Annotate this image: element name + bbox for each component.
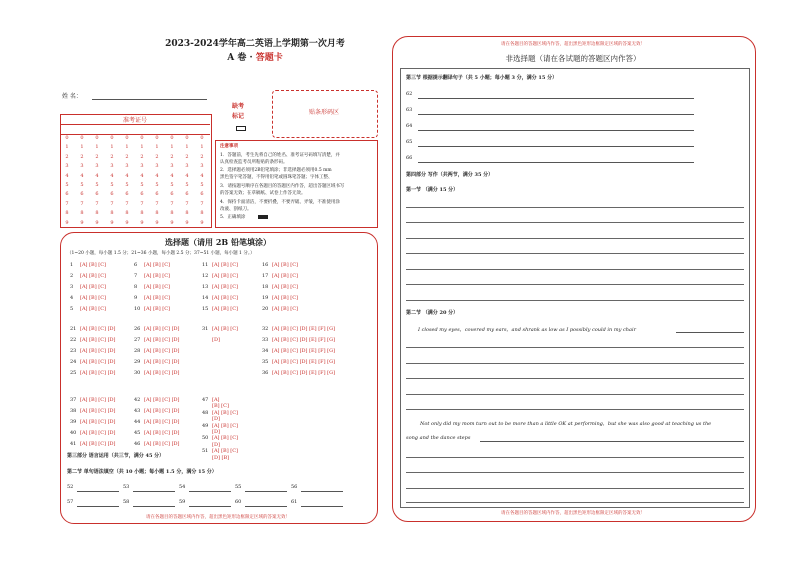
section3-heading: 第三节 根据提示翻译句子（共 5 小题；每小题 3 分，满分 15 分） (406, 75, 558, 81)
notice-line: 黑色签字笔答题，不得用铅笔或圆珠笔答题；字体工整、 (220, 175, 333, 180)
writing-line[interactable] (406, 502, 744, 503)
right-top-warning: 请在各题目的答题区域内作答，超出黑色矩形边框限定区域的答案无效！ (501, 42, 645, 47)
translation-num: 63 (406, 107, 413, 113)
name-field[interactable] (92, 99, 207, 100)
notice-line: 5．正确填涂 (220, 215, 246, 220)
answer-box (400, 68, 750, 508)
choice-group-21-25[interactable]: 21 [A] [B] [C] [D] 22 [A] [B] [C] [D] 23 [A] [B] [C] [D] 24 [A] [B] [C] [D] 25 [A] [B] [C] [D] (70, 326, 116, 376)
digit-column[interactable]: 0 1 2 3 4 5 6 7 8 9 (155, 135, 159, 226)
blank-label: 55 (235, 484, 242, 490)
blank-label: 60 (235, 499, 242, 505)
choice-group-1-5[interactable]: 1 [A] [B] [C] 2 [A] [B] [C] 3 [A] [B] [C] 4 [A] [B] [C] 5 [A] [B] [C] (70, 262, 106, 312)
page-subtitle (130, 50, 380, 63)
choice-title: 选择题（请用 2B 铅笔填涂） (165, 237, 271, 247)
writing-line[interactable] (406, 222, 744, 223)
part3-heading: 第三部分 语言运用（共三节，满分 45 分） (67, 453, 165, 459)
digit-column[interactable]: 0 1 2 3 4 5 6 7 8 9 (110, 135, 114, 226)
blank-label: 58 (123, 499, 130, 505)
blank-line[interactable] (133, 506, 175, 507)
digit-column[interactable]: 0 1 2 3 4 5 6 7 8 9 (80, 135, 84, 226)
writing-line[interactable] (406, 488, 744, 489)
filled-example-mark (258, 215, 268, 219)
continuation-para2: Not only did my mom turn out to be more than a little OK at performing，but she was also good at teaching us the (420, 421, 712, 427)
notice-line: 4．保持卡面清洁，不要折叠，不要弄破、弄皱，不准使用涂 (220, 200, 340, 205)
subtitle-paper: A 卷 · (227, 53, 256, 63)
blank-line[interactable] (245, 506, 287, 507)
absent-label-2: 标记 (232, 113, 245, 120)
blank-label: 56 (291, 484, 298, 490)
writing-line[interactable] (406, 347, 744, 348)
blank-label: 54 (179, 484, 186, 490)
blank-label: 52 (67, 484, 74, 490)
blank-label: 53 (123, 484, 130, 490)
digit-column[interactable]: 0 1 2 3 4 5 6 7 8 9 (140, 135, 144, 226)
translation-line[interactable] (418, 130, 694, 131)
subtitle-card: 答题卡 (255, 53, 283, 63)
writing-section1: 第一节 （满分 15 分） (406, 187, 459, 193)
right-bottom-warning: 请在各题目的答题区域内作答，超出黑色矩形边框限定区域的答案无效！ (501, 511, 645, 516)
choice-group-37-41[interactable]: 37 [A] [B] [C] [D] 38 [A] [B] [C] [D] 39 [A] [B] [C] [D] 40 [A] [B] [C] [D] 41 [A] [B] [C] [D] (70, 397, 116, 447)
writing-line[interactable] (406, 409, 744, 410)
translation-num: 62 (406, 91, 413, 97)
blank-line[interactable] (133, 491, 175, 492)
choice-group-42-46[interactable]: 42 [A] [B] [C] [D] 43 [A] [B] [C] [D] 44 [A] [B] [C] [D] 45 [A] [B] [C] [D] 46 [A] [B] [C] [D] (134, 397, 180, 447)
writing-line[interactable] (406, 394, 744, 395)
writing-line[interactable] (406, 363, 744, 364)
translation-num: 65 (406, 139, 413, 145)
blank-label: 57 (67, 499, 74, 505)
writing-line[interactable] (406, 253, 744, 254)
page-title: 2023-2024学年高二英语上学期第一次月考 (165, 39, 345, 49)
blank-line[interactable] (301, 506, 343, 507)
writing-line[interactable] (406, 238, 744, 239)
left-warning: 请在各题目的答题区域内作答，超出黑色矩形边框限定区域的答案无效！ (146, 515, 290, 520)
choice-group-16-20[interactable]: 16 [A] [B] [C] 17 [A] [B] [C] 18 [A] [B] [C] 19 [A] [B] [C] 20 [A] [B] [C] (262, 262, 298, 312)
writing-line[interactable] (406, 269, 744, 270)
notice-line: 认真检查监考员所粘贴的条形码。 (220, 160, 288, 165)
right-title: 非选择题（请在各试题的答题区内作答） (505, 54, 641, 63)
digit-column[interactable]: 0 1 2 3 4 5 6 7 8 9 (95, 135, 99, 226)
blank-line[interactable] (77, 491, 119, 492)
writing-line[interactable] (406, 207, 744, 208)
digit-column[interactable]: 0 1 2 3 4 5 6 7 8 9 (185, 135, 189, 226)
choice-group-31[interactable]: 31 [A] [B] [C] [D] (202, 326, 238, 343)
part3-section2: 第二节 单句语法填空（共 10 小题；每小题 1.5 分，满分 15 分） (67, 469, 217, 475)
blank-label: 59 (179, 499, 186, 505)
translation-num: 64 (406, 123, 413, 129)
choice-group-47-51[interactable]: 47 [A] [B] [C] 48 [A] [B] [C] [D] 49 [A] [B] [C] [D] 50 [A] [B] [C] [D] 51 [A] [B] [C] [D] [B] (202, 397, 238, 461)
writing-line[interactable] (406, 457, 744, 458)
choice-note: （1~20 小题，每小题 1.5 分；21~36 小题，每小题 2.5 分；37~51 小题，每小题 1 分。） (67, 251, 255, 256)
notice-line: 改液、刮纸刀。 (220, 207, 252, 212)
notice-title: 注意事项 (220, 144, 238, 149)
translation-line[interactable] (418, 98, 694, 99)
writing-section2: 第二节 （满分 20 分） (406, 310, 459, 316)
writing-line[interactable] (406, 378, 744, 379)
digit-column[interactable]: 0 1 2 3 4 5 6 7 8 9 (125, 135, 129, 226)
writing-line[interactable] (406, 472, 744, 473)
translation-num: 66 (406, 155, 413, 161)
notice-line: 的答案无效；在草稿纸、试卷上作答无效。 (220, 191, 306, 196)
exam-number-label: 准考证号 (122, 117, 147, 124)
blank-line[interactable] (189, 506, 231, 507)
writing-line[interactable] (480, 441, 744, 442)
blank-line[interactable] (189, 491, 231, 492)
name-label: 姓 名： (62, 93, 82, 100)
absent-checkbox[interactable] (236, 126, 246, 131)
translation-line[interactable] (418, 162, 694, 163)
choice-group-6-10[interactable]: 6 [A] [B] [C] 7 [A] [B] [C] 8 [A] [B] [C] 9 [A] [B] [C] 10 [A] [B] [C] (134, 262, 170, 312)
notice-line: 1．答题前，考生先将自己的姓名、准考证号码填写清楚，并 (220, 153, 340, 158)
blank-line[interactable] (77, 506, 119, 507)
part4-heading: 第四部分 写作（共两节，满分 35 分） (406, 172, 494, 178)
digit-column[interactable]: 0 1 2 3 4 5 6 7 8 9 (200, 135, 204, 226)
barcode-label: 贴条形码区 (308, 109, 339, 116)
continuation-para1: I closed my eyes，covered my ears，and shrank as low as I possibly could in my chair (418, 327, 636, 333)
digit-column[interactable]: 0 1 2 3 4 5 6 7 8 9 (170, 135, 174, 226)
notice-line: 3．请按题号顺序在各题目的答题区内作答，超出答题区域书写 (220, 184, 345, 189)
notice-line: 2．选择题必须用2B铅笔填涂；非选择题必须用0.5 mm (220, 168, 332, 173)
digit-column[interactable]: 0 1 2 3 4 5 6 7 8 9 (65, 135, 69, 226)
translation-line[interactable] (418, 114, 694, 115)
choice-group-32-36[interactable]: 32 [A] [B] [C] [D] [E] [F] [G] 33 [A] [B] [C] [D] [E] [F] [G] 34 [A] [B] [C] [D] [E] [F] [G] 35 [A] [B] [C] [D] [E] [F] [G] 36 [A] [B] [C] [D] [E] [F] [G] (262, 326, 336, 376)
choice-group-26-30[interactable]: 26 [A] [B] [C] [D] 27 [A] [B] [C] [D] 28 [A] [B] [C] [D] 29 [A] [B] [C] [D] 30 [A] [B] [C] [D] (134, 326, 180, 376)
writing-line[interactable] (676, 332, 744, 333)
blank-line[interactable] (245, 491, 287, 492)
choice-group-11-15[interactable]: 11 [A] [B] [C] 12 [A] [B] [C] 13 [A] [B] [C] 14 [A] [B] [C] 15 [A] [B] [C] (202, 262, 238, 312)
writing-line[interactable] (406, 284, 744, 285)
absent-label: 缺考 (232, 103, 245, 110)
translation-line[interactable] (418, 146, 694, 147)
continuation-para2-end: song and the dance steps (406, 435, 471, 441)
writing-line[interactable] (406, 300, 744, 301)
blank-label: 61 (291, 499, 298, 505)
blank-line[interactable] (301, 491, 343, 492)
